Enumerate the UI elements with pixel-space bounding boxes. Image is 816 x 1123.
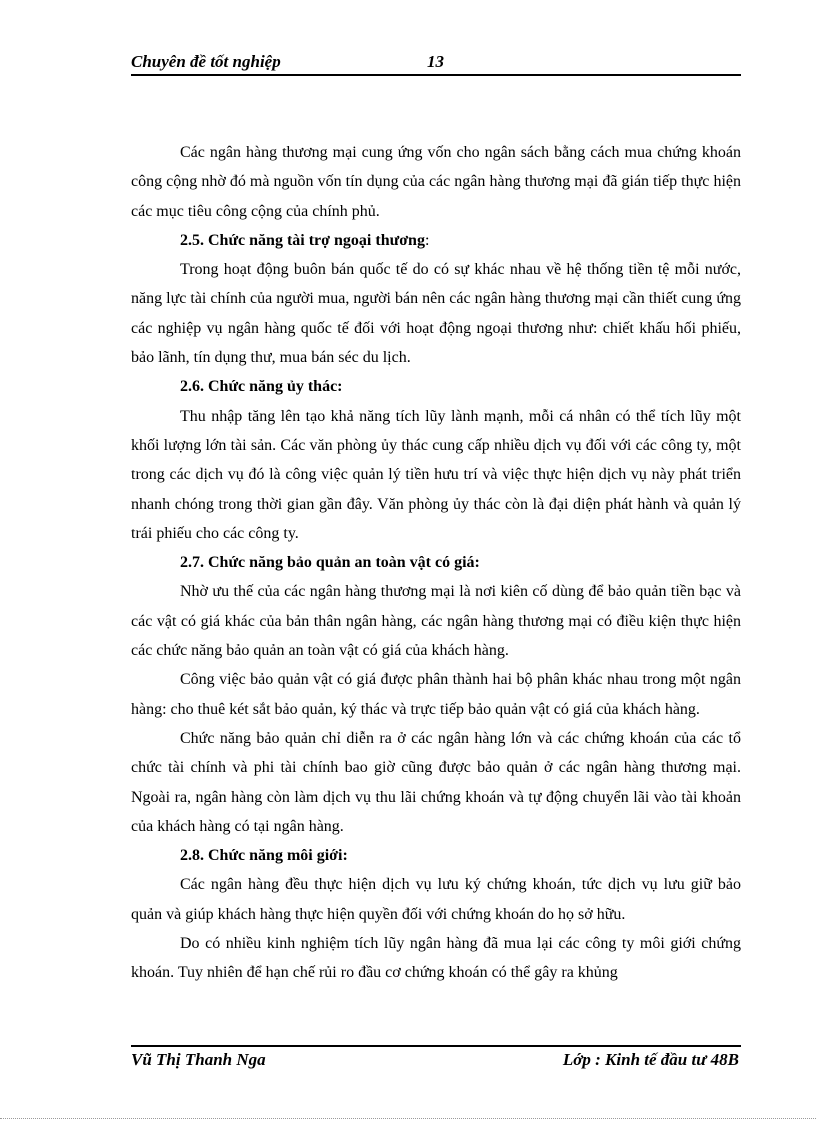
paragraph: Trong hoạt động buôn bán quốc tế do có sự khác nhau về hệ thống tiền tệ mỗi nước, năng lực tài chính của người mua, người bán nên các ngân hàng thương mại cần thiết cung ứng các nghiệp vụ ngân hàng quốc tế đối với hoạt động ngoại thương như: chiết khấu hối phiếu, bảo lãnh, tín dụng thư, mua bán séc du lịch. [131, 261, 741, 367]
page-bottom-dotted-line [0, 1118, 816, 1119]
page-body [131, 138, 741, 988]
section-heading-2-6: 2.6. Chức năng ủy thác: [180, 378, 343, 396]
header-rule [131, 74, 741, 76]
document-title: Chuyên đề tốt nghiệp [131, 52, 281, 71]
paragraph: Do có nhiều kinh nghiệm tích lũy ngân hàng đã mua lại các công ty môi giới chứng khoán. Tuy nhiên để hạn chế rủi ro đầu cơ chứng khoán có thể gây ra khủng [131, 935, 741, 982]
paragraph: Các ngân hàng đều thực hiện dịch vụ lưu ký chứng khoán, tức dịch vụ lưu giữ bảo quản và giúp khách hàng thực hiện quyền đối với chứng khoán do họ sở hữu. [131, 876, 741, 923]
section-heading-text: 2.5. Chức năng tài trợ ngoại thương [180, 231, 425, 249]
page-number: 13 [427, 52, 444, 71]
paragraph: Các ngân hàng thương mại cung ứng vốn cho ngân sách bằng cách mua chứng khoán công cộng nhờ đó mà nguồn vốn tín dụng của các ngân hàng thương mại đã gián tiếp thực hiện các mục tiêu công cộng của chính phủ. [131, 144, 741, 220]
section-heading-2-7: 2.7. Chức năng bảo quản an toàn vật có giá: [180, 554, 480, 572]
page-footer [131, 1050, 741, 1072]
footer-rule [131, 1045, 741, 1047]
paragraph: Chức năng bảo quản chỉ diễn ra ở các ngân hàng lớn và các chứng khoán của các tổ chức tài chính và phi tài chính bao giờ cũng được bảo quản ở các ngân hàng thương mại. Ngoài ra, ngân hàng còn làm dịch vụ thu lãi chứng khoán và tự động chuyển lãi vào tài khoản của khách hàng có tại ngân hàng. [131, 729, 741, 835]
section-heading-colon: : [424, 231, 430, 249]
paragraph: Công việc bảo quản vật có giá được phân thành hai bộ phân khác nhau trong một ngân hàng: cho thuê két sắt bảo quản, ký thác và trực tiếp bảo quản vật có giá của khách hàng. [131, 671, 741, 718]
paragraph: Nhờ ưu thế của các ngân hàng thương mại là nơi kiên cố dùng để bảo quản tiền bạc và các vật có giá khác của bản thân ngân hàng, các ngân hàng thương mại có điều kiện thực hiện các chức năng bảo quản an toàn vật có giá của khách hàng. [131, 583, 741, 660]
page-header [131, 52, 741, 74]
author-name: Vũ Thị Thanh Nga [131, 1050, 266, 1069]
section-heading-2-8: 2.8. Chức năng môi giới: [180, 847, 348, 865]
section-heading-2-5 [131, 226, 741, 255]
paragraph: Thu nhập tăng lên tạo khả năng tích lũy lành mạnh, mỗi cá nhân có thể tích lũy một khối lượng lớn tài sản. Các văn phòng ủy thác cung cấp nhiều dịch vụ đối với các công ty, một trong các dịch vụ đó là công việc quản lý tiền hưu trí và việc thực hiện dịch vụ này phát triển nhanh chóng trong thời gian gần đây. Văn phòng ủy thác còn là đại diện phát hành và quản lý trái phiếu cho các công ty. [131, 407, 741, 542]
class-name: Lớp : Kinh tế đầu tư 48B [562, 1050, 739, 1069]
